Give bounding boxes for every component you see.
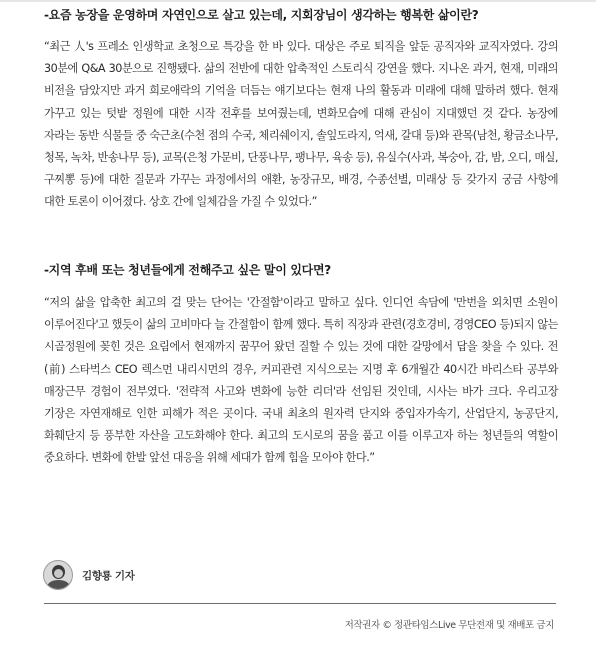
- footer-divider: [44, 603, 556, 604]
- interview-answer-1: “최근 人's 프레소 인생학교 초청으로 특강을 한 바 있다. 대상은 주로 퇴직을 앞둔 공직자와 교직자였다. 강의 30분에 Q&A 30분으로 진행됐다. 삶의 전반에 대한 압축적인 스토리식 강연을 했다. 지나온 과거, 현재, 미래의 비전을 담았지만 과거 희로애락의 기억을 더듬는 얘기보다는 현재 나의 활동과 미래에 대해 말하려 했다. 현재 가꾸고 있는 텃밭 정원에 대한 시작 전후를 보여줬는데, 변화모습에 대해 관심이 지대했던 것 같다. 농장에 자라는 동반 식물들 중 숙근초(수천 점의 수국, 체리쉐이지, 솔잎도라지, 억새, 갈대 등)와 관목(남천, 황금소나무, 청목, 녹차, 반송나무 등), 교목(은청 가문비, 단풍나무, 팽나무, 육송 등), 유실수(사과, 복숭아, 감, 밤, 오디, 매실, 구찌뽕 등)에 대한 질문과 가꾸는 과정에서의 애환, 농장규모, 배경, 수종선별, 미래상 등 갖가지 궁금 사항에 대한 토론이 이어졌다. 상호 간에 일체감을 가질 수 있었다.”: [44, 40, 558, 209]
- interview-question-1: -요즘 농장을 운영하며 자연인으로 살고 있는데, 지회장님이 생각하는 행복한 삶이란?: [44, 8, 479, 22]
- copyright-notice: 저작권자 © 정관타임스Live 무단전재 및 재배포 금지: [344, 620, 554, 631]
- avatar-face: [54, 569, 63, 578]
- avatar-shoulders: [47, 580, 70, 590]
- top-border: [0, 0, 596, 2]
- reporter-name: 김향룡 기자: [82, 569, 135, 582]
- interview-answer-2: “저의 삶을 압축한 최고의 걸 맞는 단어는 '간절함'이라고 말하고 싶다. 인디언 속담에 '만번을 외치면 소원이 이루어진다'고 했듯이 삶의 고비마다 늘 간절함이 함께 했다. 특히 직장과 관련(경호경비, 경영CEO 등)되지 않는 시골정원에 꽂힌 것은 요림에서 현재까지 꿈꾸어 왔던 질할 수 있는 것에 대한 갈망에서 답을 찾을 수 있다. 전(前) 스타벅스 CEO 렉스먼 내리시먼의 경우, 커피관련 지식으로는 지명 후 6개월간 40시간 바리스타 공부와 매장근무 경험이 전부였다. '전략적 사고와 변화에 능한 리더'라 선임된 것인데, 시사는 바가 크다. 우리고장 기장은 자연재해로 인한 피해가 적은 곳이다. 국내 최초의 원자력 단지와 중입자가속기, 산업단지, 농공단지, 화훼단지 등 풍부한 자산을 고도화해야 한다. 최고의 도시로의 꿈을 품고 이를 이루고자 하는 청년들의 역할이 중요하다. 변화에 한발 앞선 대응을 위해 세대가 함께 힘을 모아야 한다.”: [44, 296, 558, 465]
- reporter-avatar: [43, 560, 73, 590]
- reporter-byline: [43, 559, 135, 591]
- interview-question-2: -지역 후배 또는 청년들에게 전해주고 싶은 말이 있다면?: [44, 263, 331, 277]
